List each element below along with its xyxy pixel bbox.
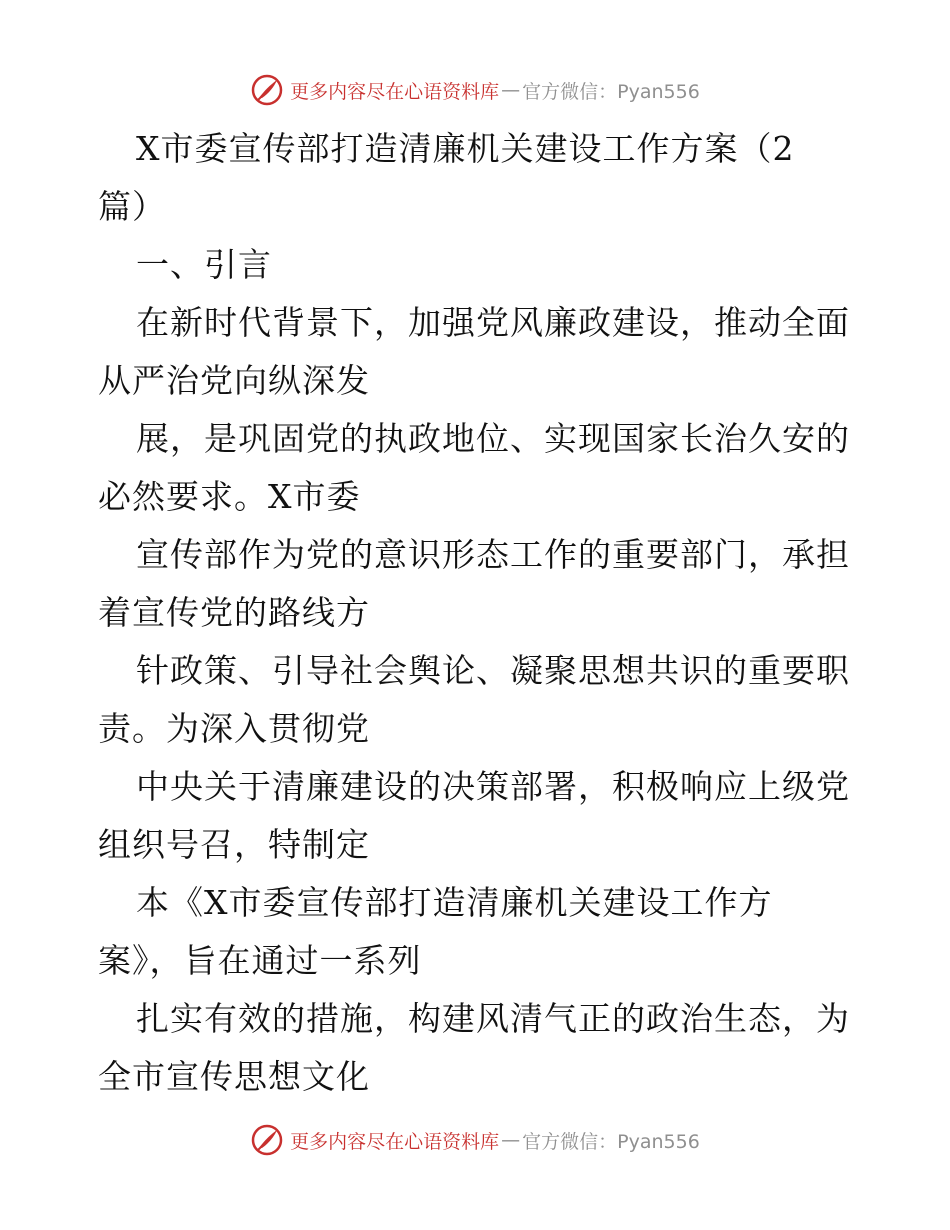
- watermark-brand-text: 更多内容尽在心语资料库: [290, 1130, 500, 1153]
- paragraph-line: 必然要求。X市委: [98, 477, 361, 516]
- section-heading: 一、引言: [136, 245, 272, 284]
- watermark-wechat-text: 官方微信：Pyan556: [522, 80, 700, 103]
- document-title-line-1: X市委宣传部打造清廉机关建设工作方案（2: [136, 129, 795, 168]
- header-watermark: [0, 70, 950, 110]
- paragraph-line: 全市宣传思想文化: [98, 1057, 370, 1096]
- feather-pen-logo-icon: [250, 1123, 284, 1157]
- paragraph-line: 着宣传党的路线方: [98, 593, 370, 632]
- paragraph-line: 责。为深入贯彻党: [98, 709, 370, 748]
- footer-watermark: [0, 1120, 950, 1160]
- watermark-wechat-text: 官方微信：Pyan556: [522, 1130, 700, 1153]
- watermark-brand-text: 更多内容尽在心语资料库: [290, 80, 500, 103]
- paragraph-line: 宣传部作为党的意识形态工作的重要部门，承担: [136, 535, 850, 574]
- paragraph-line: 展，是巩固党的执政地位、实现国家长治久安的: [136, 419, 850, 458]
- watermark-separator: —: [501, 79, 521, 101]
- feather-pen-logo-icon: [250, 73, 284, 107]
- paragraph-line: 组织号召，特制定: [98, 825, 370, 864]
- paragraph-line: 扎实有效的措施，构建风清气正的政治生态，为: [136, 999, 850, 1038]
- paragraph-line: 案》，旨在通过一系列: [98, 941, 422, 980]
- paragraph-line: 本《X市委宣传部打造清廉机关建设工作方: [136, 883, 773, 922]
- paragraph-line: 从严治党向纵深发: [98, 361, 370, 400]
- paragraph-line: 针政策、引导社会舆论、凝聚思想共识的重要职: [136, 651, 850, 690]
- paragraph-line: 中央关于清廉建设的决策部署，积极响应上级党: [136, 767, 850, 806]
- document-title-line-2: 篇）: [98, 187, 166, 226]
- document-body: [98, 120, 858, 1106]
- watermark-separator: —: [501, 1129, 521, 1151]
- paragraph-line: 在新时代背景下，加强党风廉政建设，推动全面: [136, 303, 850, 342]
